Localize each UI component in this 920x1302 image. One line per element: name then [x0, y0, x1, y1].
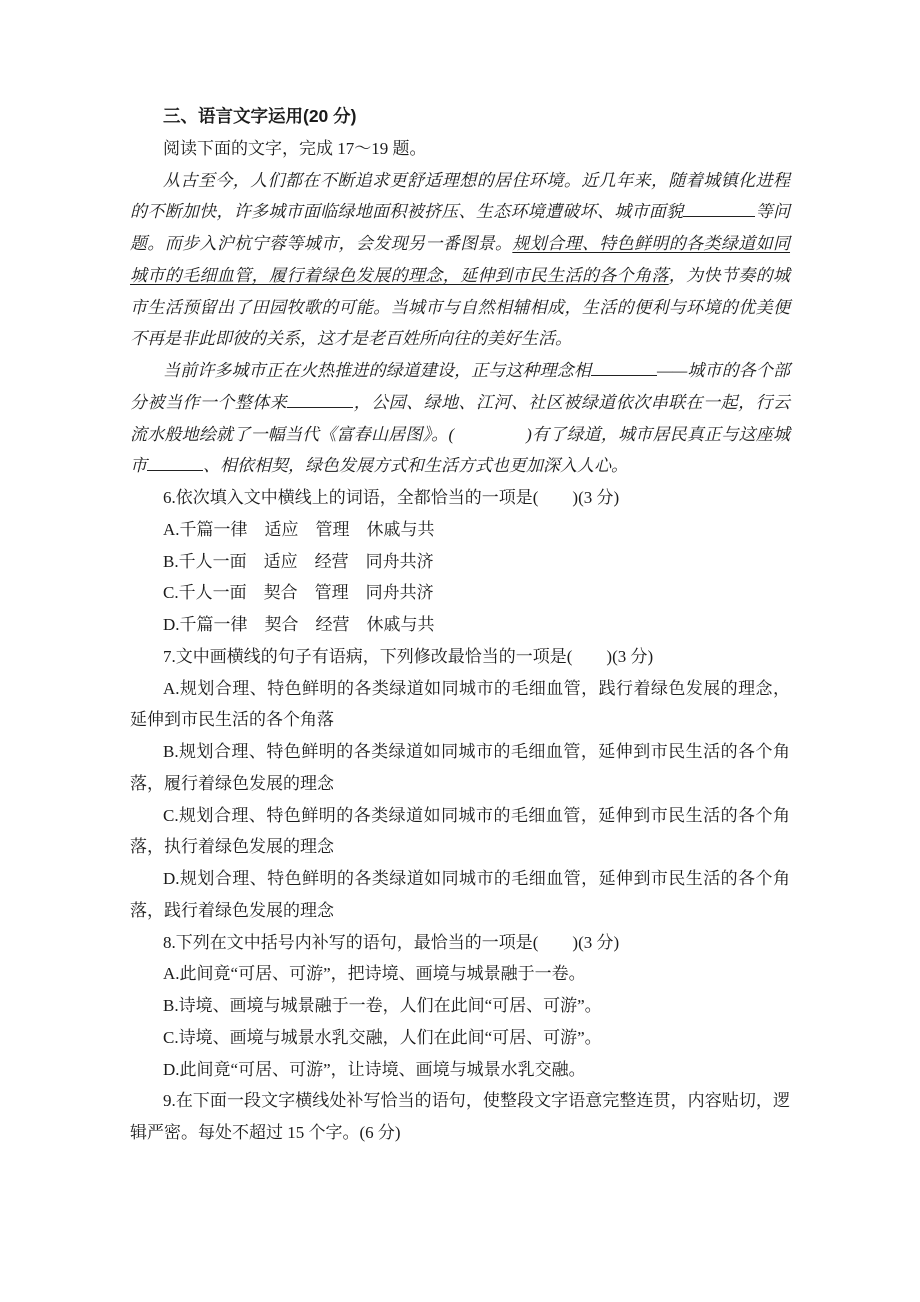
passage-text: 从古至今，人们都在不断追求更舒适理想的居住环境。近几年来，随着城镇化进程的不断加快，许多城市面临绿地面积被挤压、生态环境遭破坏、城市面貌 [130, 170, 790, 222]
question-6-option-c: C.千人一面 契合 管理 同舟共济 [163, 583, 434, 603]
passage-paragraph-2 [130, 355, 790, 482]
passage-text: ，为快节奏的城市生活预留出了田园牧歌的可能。当城市与自然相辅相成，生活的便利与环境的优美便不再是非此即彼的关系，这才是老百姓所向往的美好生活。 [130, 265, 791, 349]
blank-line [287, 393, 353, 408]
question-6-option-a: A.千篇一律 适应 管理 休戚与共 [163, 519, 435, 539]
question-8-option-d: D.此间竟“可居、可游”，让诗境、画境与城景水乳交融。 [163, 1059, 586, 1079]
passage-paragraph-1 [130, 165, 790, 356]
passage-text: ，公园、绿地、江河、社区被绿道依次串联在一起，行云流水般地绘就了一幅当代《富春山居图》。( [130, 392, 791, 444]
passage-text: 、相依相契，绿色发展方式和生活方式也更加深入人心。 [203, 456, 628, 476]
question-7-stem: 7.文中画横线的句子有语病，下列修改最恰当的一项是( )(3 分) [163, 646, 654, 666]
question-8-option-c: C.诗境、画境与城景水乳交融，人们在此间“可居、可游”。 [163, 1027, 602, 1047]
bracket-blank [454, 426, 526, 440]
passage-text: )有了绿道，城市居民真正与这座城市 [130, 424, 790, 476]
blank-line [147, 456, 203, 471]
question-7-option-c: C.规划合理、特色鲜明的各类绿道如同城市的毛细血管，延伸到市民生活的各个角落，执行着绿色发展的理念 [130, 805, 790, 857]
passage-text: ——城市的各个部分被当作一个整体来 [130, 361, 791, 412]
passage-text: 当前许多城市正在火热推进的绿道建设，正与这种理念相 [163, 361, 592, 380]
question-8-stem: 8.下列在文中括号内补写的语句，最恰当的一项是( )(3 分) [163, 932, 620, 952]
page-content [130, 101, 790, 1149]
blank-line [683, 202, 755, 217]
question-9-stem: 9.在下面一段文字横线处补写恰当的语句，使整段文字语意完整连贯，内容贴切，逻辑严密。每处不超过 15 个字。(6 分) [130, 1091, 790, 1142]
question-6-option-b: B.千人一面 适应 经营 同舟共济 [163, 551, 434, 571]
question-7-option-b: B.规划合理、特色鲜明的各类绿道如同城市的毛细血管，延伸到市民生活的各个角落，履行着绿色发展的理念 [130, 742, 790, 793]
intro-line: 阅读下面的文字，完成 17～19 题。 [163, 138, 427, 158]
question-6-stem: 6.依次填入文中横线上的词语，全都恰当的一项是( )(3 分) [163, 488, 620, 507]
question-7-option-a: A.规划合理、特色鲜明的各类绿道如同城市的毛细血管，践行着绿色发展的理念，延伸到市民生活的各个角落 [130, 678, 790, 730]
blank-line [591, 361, 657, 376]
underlined-sentence: 规划合理、特色鲜明的各类绿道如同城市的毛细血管，履行着绿色发展的理念，延伸到市民生活的各个角落 [130, 234, 791, 285]
question-8-option-b: B.诗境、画境与城景融于一卷，人们在此间“可居、可游”。 [163, 996, 602, 1015]
section-heading: 三、语言文字运用(20 分) [163, 106, 357, 126]
question-8-option-a: A.此间竟“可居、可游”，把诗境、画境与城景融于一卷。 [163, 964, 586, 984]
question-6-option-d: D.千篇一律 契合 经营 休戚与共 [163, 615, 435, 634]
question-7-option-d: D.规划合理、特色鲜明的各类绿道如同城市的毛细血管，延伸到市民生活的各个角落，践行着绿色发展的理念 [130, 869, 790, 920]
passage-text: 等问题。而步入沪杭宁蓉等城市，会发现另一番图景。 [130, 202, 791, 253]
